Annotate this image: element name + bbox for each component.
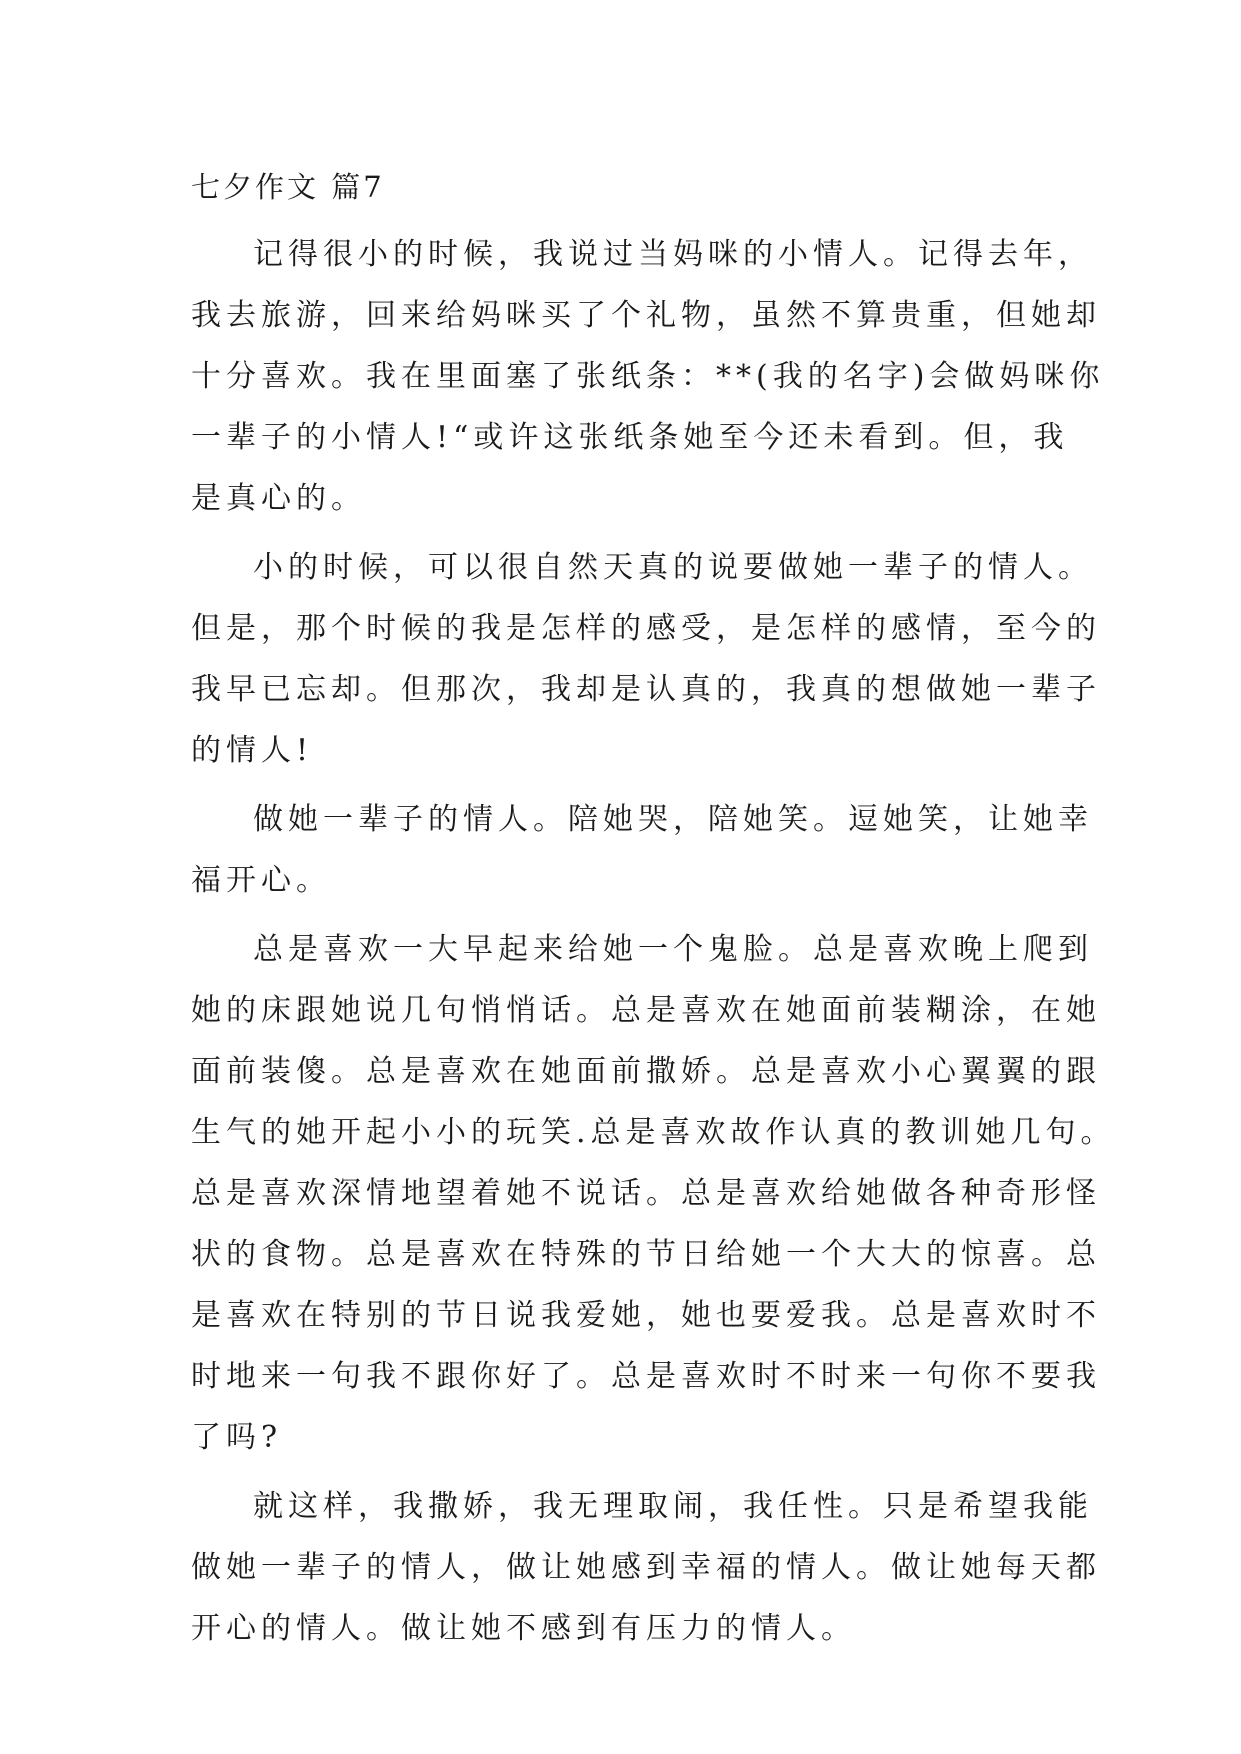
paragraph-line: 福开心。 <box>191 863 331 898</box>
paragraph-line: 我早已忘却。但那次，我却是认真的，我真的想做她一辈子 <box>191 672 1101 707</box>
paragraph-line: 是真心的。 <box>191 481 366 516</box>
paragraph-line: 总是喜欢深情地望着她不说话。总是喜欢给她做各种奇形怪 <box>191 1176 1101 1211</box>
paragraph-line: 生气的她开起小小的玩笑.总是喜欢故作认真的教训她几句。 <box>191 1115 1116 1150</box>
paragraph-line: 做她一辈子的情人，做让她感到幸福的情人。做让她每天都 <box>191 1550 1101 1585</box>
paragraph-line: 开心的情人。做让她不感到有压力的情人。 <box>191 1611 856 1646</box>
paragraph-line: 十分喜欢。我在里面塞了张纸条：**(我的名字)会做妈咪你 <box>191 359 1105 394</box>
paragraph-line: 就这样，我撒娇，我无理取闹，我任性。只是希望我能 <box>253 1489 1093 1524</box>
paragraph-line: 她的床跟她说几句悄悄话。总是喜欢在她面前装糊涂，在她 <box>191 993 1101 1028</box>
paragraph-line: 记得很小的时候，我说过当妈咪的小情人。记得去年， <box>253 237 1093 272</box>
paragraph-line: 的情人! <box>191 733 314 768</box>
document-title: 七夕作文 篇7 <box>191 170 385 204</box>
paragraph-line: 做她一辈子的情人。陪她哭，陪她笑。逗她笑，让她幸 <box>253 802 1093 837</box>
paragraph-5 <box>191 1476 1101 1659</box>
paragraph-line: 但是，那个时候的我是怎样的感受，是怎样的感情，至今的 <box>191 611 1101 646</box>
paragraph-line: 我去旅游，回来给妈咪买了个礼物，虽然不算贵重，但她却 <box>191 298 1101 333</box>
paragraph-line: 是喜欢在特别的节日说我爱她，她也要爱我。总是喜欢时不 <box>191 1298 1101 1333</box>
paragraph-line: 一辈子的小情人!“或许这张纸条她至今还未看到。但，我 <box>191 420 1069 455</box>
paragraph-line: 了吗? <box>191 1420 283 1455</box>
paragraph-line: 状的食物。总是喜欢在特殊的节日给她一个大大的惊喜。总 <box>191 1237 1101 1272</box>
paragraph-4 <box>191 919 1116 1468</box>
paragraph-line: 总是喜欢一大早起来给她一个鬼脸。总是喜欢晚上爬到 <box>253 932 1093 967</box>
paragraph-1 <box>191 224 1105 529</box>
paragraph-line: 面前装傻。总是喜欢在她面前撒娇。总是喜欢小心翼翼的跟 <box>191 1054 1101 1089</box>
paragraph-line: 时地来一句我不跟你好了。总是喜欢时不时来一句你不要我 <box>191 1359 1101 1394</box>
document-page <box>191 158 1116 1667</box>
paragraph-3 <box>191 789 1093 911</box>
paragraph-2 <box>191 537 1101 781</box>
paragraph-line: 小的时候，可以很自然天真的说要做她一辈子的情人。 <box>253 550 1093 585</box>
